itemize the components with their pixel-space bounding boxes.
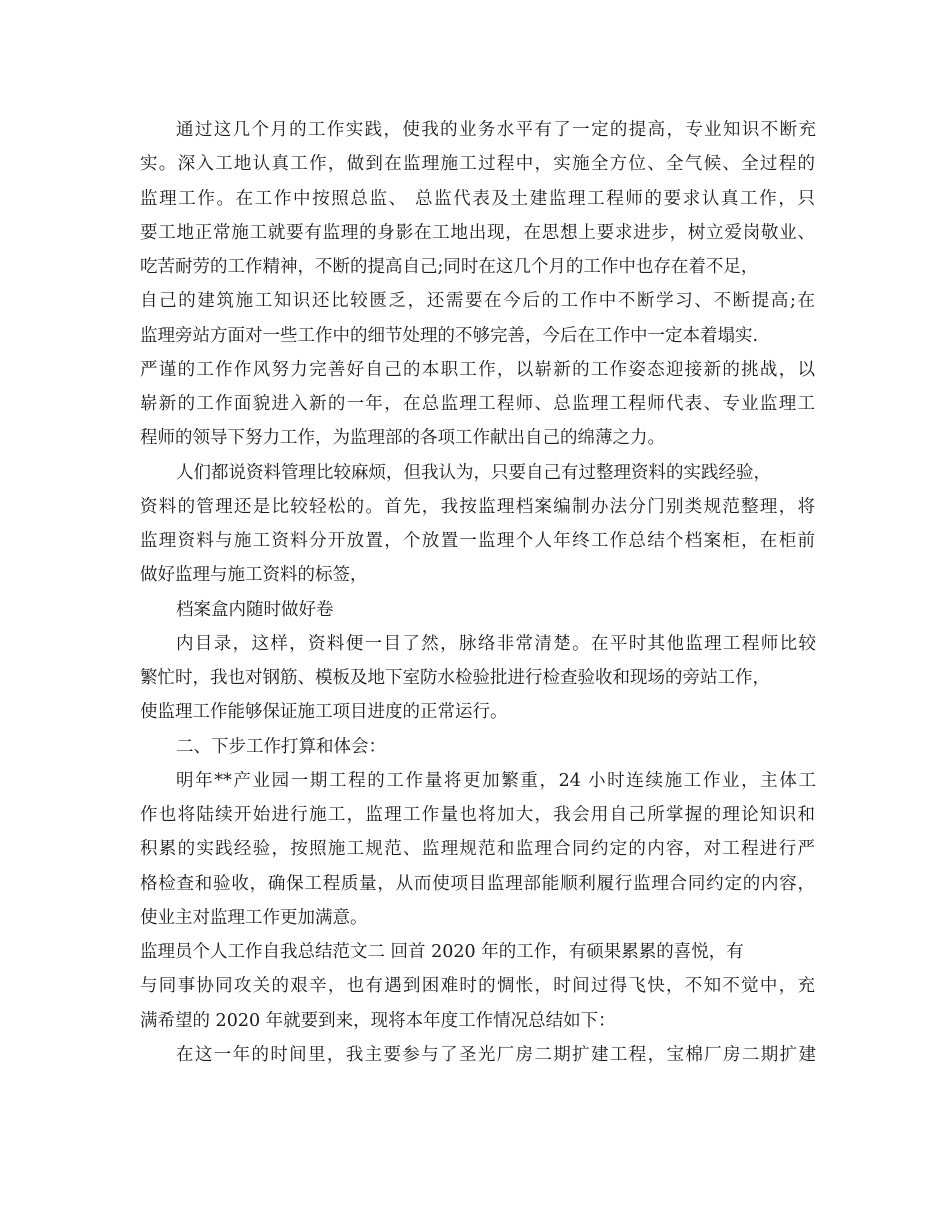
text-line: 严谨的工作作风努力完善好自己的本职工作，以崭新的工作姿态迎接新的挑战，以 [140,360,815,380]
text-line: 明年**产业园一期工程的工作量将更加繁重，24 小时连续施工作业，主体工 [176,771,816,791]
text-line: 内目录，这样，资料便一目了然，脉络非常清楚。在平时其他监理工程师比较 [176,634,816,654]
text-line: 繁忙时，我也对钢筋、模板及地下室防水检验批进行检查验收和现场的旁站工作， [140,668,770,688]
text-line: 崭新的工作面貌进入新的一年，在总监理工程师、总监理工程师代表、专业监理工 [140,394,815,414]
text-line: 做好监理与施工资料的标签， [140,565,368,585]
text-line: 满希望的 2020 年就要到来，现将本年度工作情况总结如下： [140,1011,616,1031]
text-line: 积累的实践经验，按照施工规范、监理规范和监理合同约定的内容，对工程进行严 [140,839,815,859]
text-line: 监理员个人工作自我总结范文二 回首 2020 年的工作，有硕果累累的喜悦，有 [140,942,744,962]
text-line: 格检查和验收，确保工程质量，从而使项目监理部能顺利履行监理合同约定的内容， [140,874,815,894]
text-line: 档案盒内随时做好卷 [176,600,334,620]
text-line: 二、下步工作打算和体会： [176,737,386,757]
text-line: 作也将陆续开始进行施工，监理工作量也将加大，我会用自己所掌握的理论知识和 [140,805,815,825]
text-line: 监理资料与施工资料分开放置，个放置一监理个人年终工作总结个档案柜，在柜前 [140,531,815,551]
text-line: 在这一年的时间里，我主要参与了圣光厂房二期扩建工程，宝棉厂房二期扩建 [176,1045,816,1065]
text-line: 实。深入工地认真工作，做到在监理施工过程中，实施全方位、全气候、全过程的 [140,154,815,174]
text-line: 使业主对监理工作更加满意。 [140,908,368,928]
text-line: 要工地正常施工就要有监理的身影在工地出现，在思想上要求进步，树立爱岗敬业、 [140,223,815,243]
text-line: 监理工作。在工作中按照总监、 总监代表及土建监理工程师的要求认真工作，只 [140,189,815,209]
text-line: 人们都说资料管理比较麻烦，但我认为，只要自己有过整理资料的实践经验， [176,463,771,483]
text-line: 吃苦耐劳的工作精神，不断的提高自己;同时在这几个月的工作中也存在着不足， [140,257,759,277]
text-line: 通过这几个月的工作实践，使我的业务水平有了一定的提高，专业知识不断充 [176,120,816,140]
text-line: 自己的建筑施工知识还比较匮乏，还需要在今后的工作中不断学习、不断提高;在 [140,291,815,311]
text-line: 与同事协同攻关的艰辛，也有遇到困难时的惆怅，时间过得飞快，不知不觉中，充 [140,976,815,996]
text-line: 监理旁站方面对一些工作中的细节处理的不够完善，今后在工作中一定本着塌实. [140,326,759,346]
text-line: 程师的领导下努力工作，为监理部的各项工作献出自己的绵薄之力。 [140,428,665,448]
text-line: 使监理工作能够保证施工项目进度的正常运行。 [140,702,508,722]
text-line: 资料的管理还是比较轻松的。首先，我按监理档案编制办法分门别类规范整理，将 [140,497,815,517]
